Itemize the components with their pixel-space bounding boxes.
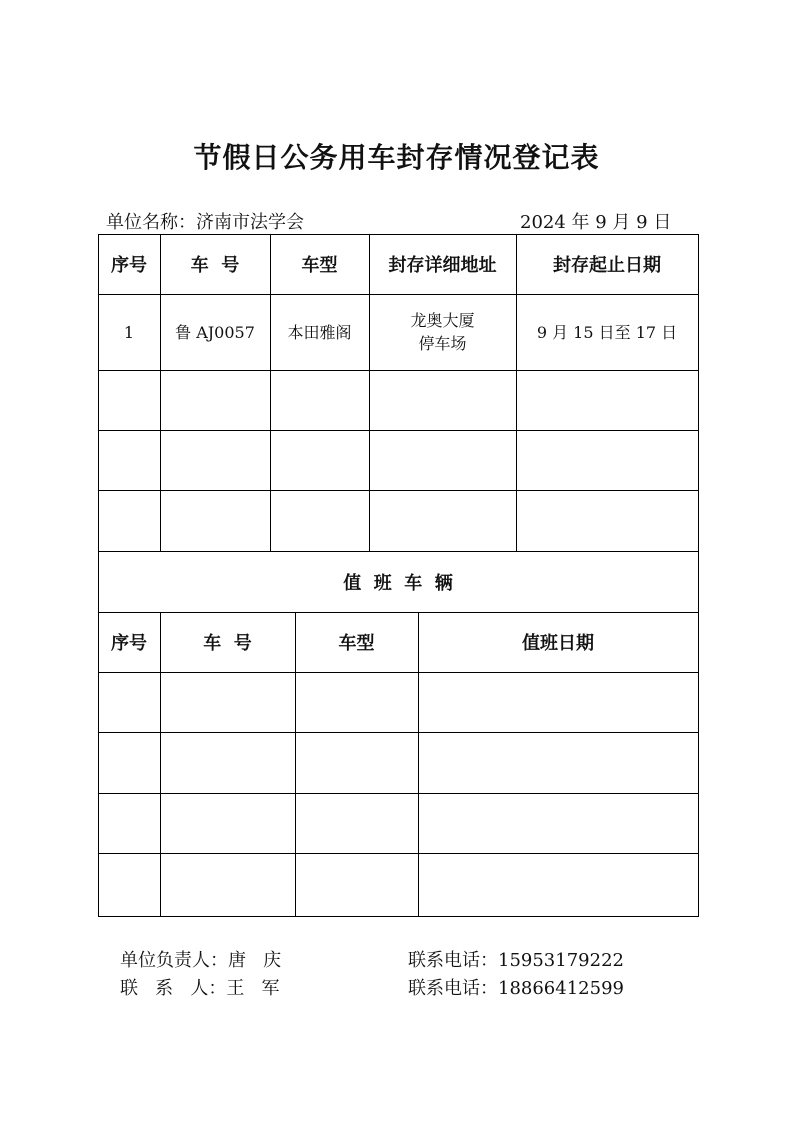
row-1-period: 9 月 15 日至 17 日 [536,322,678,342]
leader-label: 单位负责人： [120,950,228,971]
leader-name: 唐 庆 [228,950,282,971]
contact-line [120,974,280,1000]
leader-phone-label: 联系电话： [408,950,498,971]
register-date: 2024 年 9 月 9 日 [520,212,672,233]
duty-header-date: 值班日期 [522,633,594,654]
row-1-address-line1: 龙奥大厦 [410,311,475,330]
page-title: 节假日公务用车封存情况登记表 [193,141,600,174]
row-1-address [369,294,516,370]
row-1-plate: 鲁 AJ0057 [175,322,255,342]
leader-phone-line [408,946,624,972]
contact-name: 王 军 [226,978,280,999]
contact-phone-line [408,974,624,1000]
header-seq: 序号 [111,255,147,276]
leader-phone: 15953179222 [498,950,624,971]
leader-line [120,946,281,972]
unit-name: 单位名称：济南市法学会 [106,212,304,233]
duty-section-title: 值 班 车 辆 [343,572,453,594]
contact-phone-label: 联系电话： [408,978,498,999]
duty-header-seq: 序号 [111,633,147,654]
header-model: 车型 [301,255,338,276]
duty-header-model: 车型 [338,633,375,654]
header-address: 封存详细地址 [388,255,497,276]
registration-table [98,234,699,917]
row-1-model: 本田雅阁 [287,322,352,342]
contact-phone: 18866412599 [498,978,624,999]
duty-header-plate: 车 号 [203,633,252,654]
contact-label: 联 系 人： [120,978,227,999]
header-plate: 车 号 [190,255,240,276]
row-1-address-line2: 停车场 [418,334,467,353]
header-period: 封存起止日期 [553,255,661,276]
row-1-seq: 1 [123,322,135,342]
